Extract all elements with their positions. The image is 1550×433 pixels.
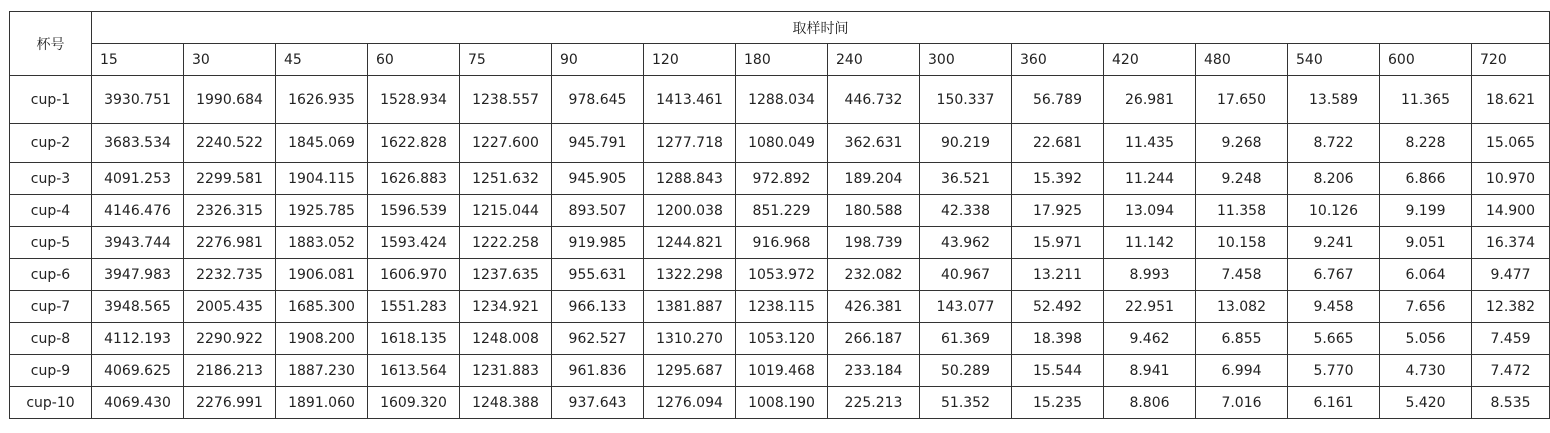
value-cell: 1322.298 — [644, 259, 736, 291]
value-cell: 15.971 — [1012, 227, 1104, 259]
value-cell: 225.213 — [828, 387, 920, 419]
table-row — [10, 124, 1550, 163]
value-cell: 1883.052 — [276, 227, 368, 259]
value-cell: 1904.115 — [276, 163, 368, 195]
value-cell: 3930.751 — [92, 76, 184, 124]
value-cell: 40.967 — [920, 259, 1012, 291]
value-cell: 1053.120 — [736, 323, 828, 355]
value-cell: 945.905 — [552, 163, 644, 195]
value-cell: 61.369 — [920, 323, 1012, 355]
value-cell: 2276.981 — [184, 227, 276, 259]
value-cell: 2276.991 — [184, 387, 276, 419]
value-cell: 14.900 — [1472, 195, 1550, 227]
value-cell: 15.235 — [1012, 387, 1104, 419]
value-cell: 3943.744 — [92, 227, 184, 259]
cup-label-cell: cup-2 — [10, 124, 92, 163]
value-cell: 919.985 — [552, 227, 644, 259]
value-cell: 4069.625 — [92, 355, 184, 387]
value-cell: 13.211 — [1012, 259, 1104, 291]
value-cell: 4112.193 — [92, 323, 184, 355]
value-cell: 7.458 — [1196, 259, 1288, 291]
value-cell: 13.082 — [1196, 291, 1288, 323]
value-cell: 12.382 — [1472, 291, 1550, 323]
value-cell: 1234.921 — [460, 291, 552, 323]
value-cell: 8.206 — [1288, 163, 1380, 195]
cup-label-cell: cup-5 — [10, 227, 92, 259]
value-cell: 2232.735 — [184, 259, 276, 291]
value-cell: 10.126 — [1288, 195, 1380, 227]
value-cell: 9.051 — [1380, 227, 1472, 259]
value-cell: 2005.435 — [184, 291, 276, 323]
value-cell: 893.507 — [552, 195, 644, 227]
table-row — [10, 76, 1550, 124]
value-cell: 42.338 — [920, 195, 1012, 227]
value-cell: 90.219 — [920, 124, 1012, 163]
time-header-cell: 420 — [1104, 44, 1196, 76]
time-header-cell: 240 — [828, 44, 920, 76]
cup-label-cell: cup-1 — [10, 76, 92, 124]
value-cell: 972.892 — [736, 163, 828, 195]
value-cell: 198.739 — [828, 227, 920, 259]
value-cell: 8.535 — [1472, 387, 1550, 419]
value-cell: 6.855 — [1196, 323, 1288, 355]
value-cell: 962.527 — [552, 323, 644, 355]
value-cell: 43.962 — [920, 227, 1012, 259]
value-cell: 2299.581 — [184, 163, 276, 195]
value-cell: 2186.213 — [184, 355, 276, 387]
value-cell: 1237.635 — [460, 259, 552, 291]
value-cell: 1551.283 — [368, 291, 460, 323]
value-cell: 13.094 — [1104, 195, 1196, 227]
value-cell: 22.951 — [1104, 291, 1196, 323]
value-cell: 1288.034 — [736, 76, 828, 124]
cup-number-header: 杯号 — [10, 12, 92, 76]
value-cell: 15.065 — [1472, 124, 1550, 163]
value-cell: 11.365 — [1380, 76, 1472, 124]
table-row — [10, 163, 1550, 195]
value-cell: 5.056 — [1380, 323, 1472, 355]
value-cell: 233.184 — [828, 355, 920, 387]
value-cell: 15.544 — [1012, 355, 1104, 387]
value-cell: 10.158 — [1196, 227, 1288, 259]
time-header-cell: 180 — [736, 44, 828, 76]
time-header-cell: 60 — [368, 44, 460, 76]
value-cell: 1906.081 — [276, 259, 368, 291]
value-cell: 6.064 — [1380, 259, 1472, 291]
value-cell: 1080.049 — [736, 124, 828, 163]
value-cell: 26.981 — [1104, 76, 1196, 124]
table-row — [10, 195, 1550, 227]
time-header-cell: 75 — [460, 44, 552, 76]
value-cell: 1381.887 — [644, 291, 736, 323]
value-cell: 955.631 — [552, 259, 644, 291]
value-cell: 11.244 — [1104, 163, 1196, 195]
value-cell: 13.589 — [1288, 76, 1380, 124]
time-header-cell: 30 — [184, 44, 276, 76]
value-cell: 8.993 — [1104, 259, 1196, 291]
value-cell: 1613.564 — [368, 355, 460, 387]
value-cell: 1019.468 — [736, 355, 828, 387]
value-cell: 1053.972 — [736, 259, 828, 291]
header-row-group — [10, 12, 1550, 44]
table-body — [10, 76, 1550, 419]
value-cell: 1528.934 — [368, 76, 460, 124]
value-cell: 1891.060 — [276, 387, 368, 419]
value-cell: 1925.785 — [276, 195, 368, 227]
value-cell: 1008.190 — [736, 387, 828, 419]
value-cell: 11.142 — [1104, 227, 1196, 259]
value-cell: 51.352 — [920, 387, 1012, 419]
value-cell: 22.681 — [1012, 124, 1104, 163]
value-cell: 1238.115 — [736, 291, 828, 323]
value-cell: 56.789 — [1012, 76, 1104, 124]
value-cell: 9.462 — [1104, 323, 1196, 355]
value-cell: 961.836 — [552, 355, 644, 387]
value-cell: 180.588 — [828, 195, 920, 227]
table-row — [10, 355, 1550, 387]
value-cell: 1251.632 — [460, 163, 552, 195]
value-cell: 9.268 — [1196, 124, 1288, 163]
value-cell: 1231.883 — [460, 355, 552, 387]
value-cell: 851.229 — [736, 195, 828, 227]
value-cell: 4146.476 — [92, 195, 184, 227]
value-cell: 7.016 — [1196, 387, 1288, 419]
value-cell: 6.161 — [1288, 387, 1380, 419]
value-cell: 232.082 — [828, 259, 920, 291]
value-cell: 1277.718 — [644, 124, 736, 163]
value-cell: 1248.008 — [460, 323, 552, 355]
value-cell: 3948.565 — [92, 291, 184, 323]
table-row — [10, 323, 1550, 355]
cup-label-cell: cup-3 — [10, 163, 92, 195]
value-cell: 1215.044 — [460, 195, 552, 227]
time-header-cell: 480 — [1196, 44, 1288, 76]
time-header-cell: 90 — [552, 44, 644, 76]
cup-label-cell: cup-8 — [10, 323, 92, 355]
value-cell: 50.289 — [920, 355, 1012, 387]
header-row-times — [10, 44, 1550, 76]
value-cell: 17.925 — [1012, 195, 1104, 227]
value-cell: 1413.461 — [644, 76, 736, 124]
value-cell: 6.866 — [1380, 163, 1472, 195]
value-cell: 1908.200 — [276, 323, 368, 355]
value-cell: 8.722 — [1288, 124, 1380, 163]
table-row — [10, 291, 1550, 323]
value-cell: 1845.069 — [276, 124, 368, 163]
value-cell: 52.492 — [1012, 291, 1104, 323]
time-header-cell: 15 — [92, 44, 184, 76]
value-cell: 9.199 — [1380, 195, 1472, 227]
value-cell: 11.358 — [1196, 195, 1288, 227]
value-cell: 16.374 — [1472, 227, 1550, 259]
value-cell: 7.656 — [1380, 291, 1472, 323]
value-cell: 9.241 — [1288, 227, 1380, 259]
value-cell: 1200.038 — [644, 195, 736, 227]
table-row — [10, 387, 1550, 419]
sampling-time-table — [9, 11, 1550, 419]
cup-label-cell: cup-9 — [10, 355, 92, 387]
value-cell: 1288.843 — [644, 163, 736, 195]
value-cell: 362.631 — [828, 124, 920, 163]
value-cell: 1990.684 — [184, 76, 276, 124]
value-cell: 5.770 — [1288, 355, 1380, 387]
value-cell: 143.077 — [920, 291, 1012, 323]
value-cell: 1606.970 — [368, 259, 460, 291]
value-cell: 966.133 — [552, 291, 644, 323]
value-cell: 4069.430 — [92, 387, 184, 419]
value-cell: 9.458 — [1288, 291, 1380, 323]
value-cell: 7.459 — [1472, 323, 1550, 355]
value-cell: 1596.539 — [368, 195, 460, 227]
value-cell: 1276.094 — [644, 387, 736, 419]
value-cell: 1222.258 — [460, 227, 552, 259]
value-cell: 916.968 — [736, 227, 828, 259]
value-cell: 1685.300 — [276, 291, 368, 323]
table-row — [10, 259, 1550, 291]
value-cell: 3683.534 — [92, 124, 184, 163]
time-header-cell: 360 — [1012, 44, 1104, 76]
cup-label-cell: cup-7 — [10, 291, 92, 323]
value-cell: 5.665 — [1288, 323, 1380, 355]
value-cell: 18.621 — [1472, 76, 1550, 124]
value-cell: 2290.922 — [184, 323, 276, 355]
value-cell: 1618.135 — [368, 323, 460, 355]
value-cell: 945.791 — [552, 124, 644, 163]
time-header-cell: 720 — [1472, 44, 1550, 76]
value-cell: 426.381 — [828, 291, 920, 323]
value-cell: 1626.883 — [368, 163, 460, 195]
value-cell: 1238.557 — [460, 76, 552, 124]
value-cell: 2326.315 — [184, 195, 276, 227]
value-cell: 17.650 — [1196, 76, 1288, 124]
cup-label-cell: cup-4 — [10, 195, 92, 227]
value-cell: 1244.821 — [644, 227, 736, 259]
value-cell: 978.645 — [552, 76, 644, 124]
value-cell: 1248.388 — [460, 387, 552, 419]
table-row — [10, 227, 1550, 259]
value-cell: 10.970 — [1472, 163, 1550, 195]
sampling-time-group-header: 取样时间 — [92, 12, 1550, 44]
value-cell: 9.248 — [1196, 163, 1288, 195]
value-cell: 189.204 — [828, 163, 920, 195]
value-cell: 36.521 — [920, 163, 1012, 195]
value-cell: 1622.828 — [368, 124, 460, 163]
value-cell: 266.187 — [828, 323, 920, 355]
cup-label-cell: cup-10 — [10, 387, 92, 419]
value-cell: 150.337 — [920, 76, 1012, 124]
value-cell: 1227.600 — [460, 124, 552, 163]
value-cell: 8.941 — [1104, 355, 1196, 387]
time-header-cell: 120 — [644, 44, 736, 76]
value-cell: 1609.320 — [368, 387, 460, 419]
value-cell: 8.806 — [1104, 387, 1196, 419]
value-cell: 1593.424 — [368, 227, 460, 259]
time-header-cell: 600 — [1380, 44, 1472, 76]
value-cell: 6.767 — [1288, 259, 1380, 291]
value-cell: 1310.270 — [644, 323, 736, 355]
value-cell: 8.228 — [1380, 124, 1472, 163]
value-cell: 1295.687 — [644, 355, 736, 387]
value-cell: 4091.253 — [92, 163, 184, 195]
value-cell: 11.435 — [1104, 124, 1196, 163]
time-header-cell: 300 — [920, 44, 1012, 76]
value-cell: 2240.522 — [184, 124, 276, 163]
value-cell: 937.643 — [552, 387, 644, 419]
cup-label-cell: cup-6 — [10, 259, 92, 291]
value-cell: 4.730 — [1380, 355, 1472, 387]
time-header-cell: 540 — [1288, 44, 1380, 76]
value-cell: 18.398 — [1012, 323, 1104, 355]
value-cell: 7.472 — [1472, 355, 1550, 387]
value-cell: 5.420 — [1380, 387, 1472, 419]
value-cell: 3947.983 — [92, 259, 184, 291]
value-cell: 1887.230 — [276, 355, 368, 387]
value-cell: 6.994 — [1196, 355, 1288, 387]
value-cell: 9.477 — [1472, 259, 1550, 291]
value-cell: 15.392 — [1012, 163, 1104, 195]
time-header-cell: 45 — [276, 44, 368, 76]
value-cell: 446.732 — [828, 76, 920, 124]
value-cell: 1626.935 — [276, 76, 368, 124]
